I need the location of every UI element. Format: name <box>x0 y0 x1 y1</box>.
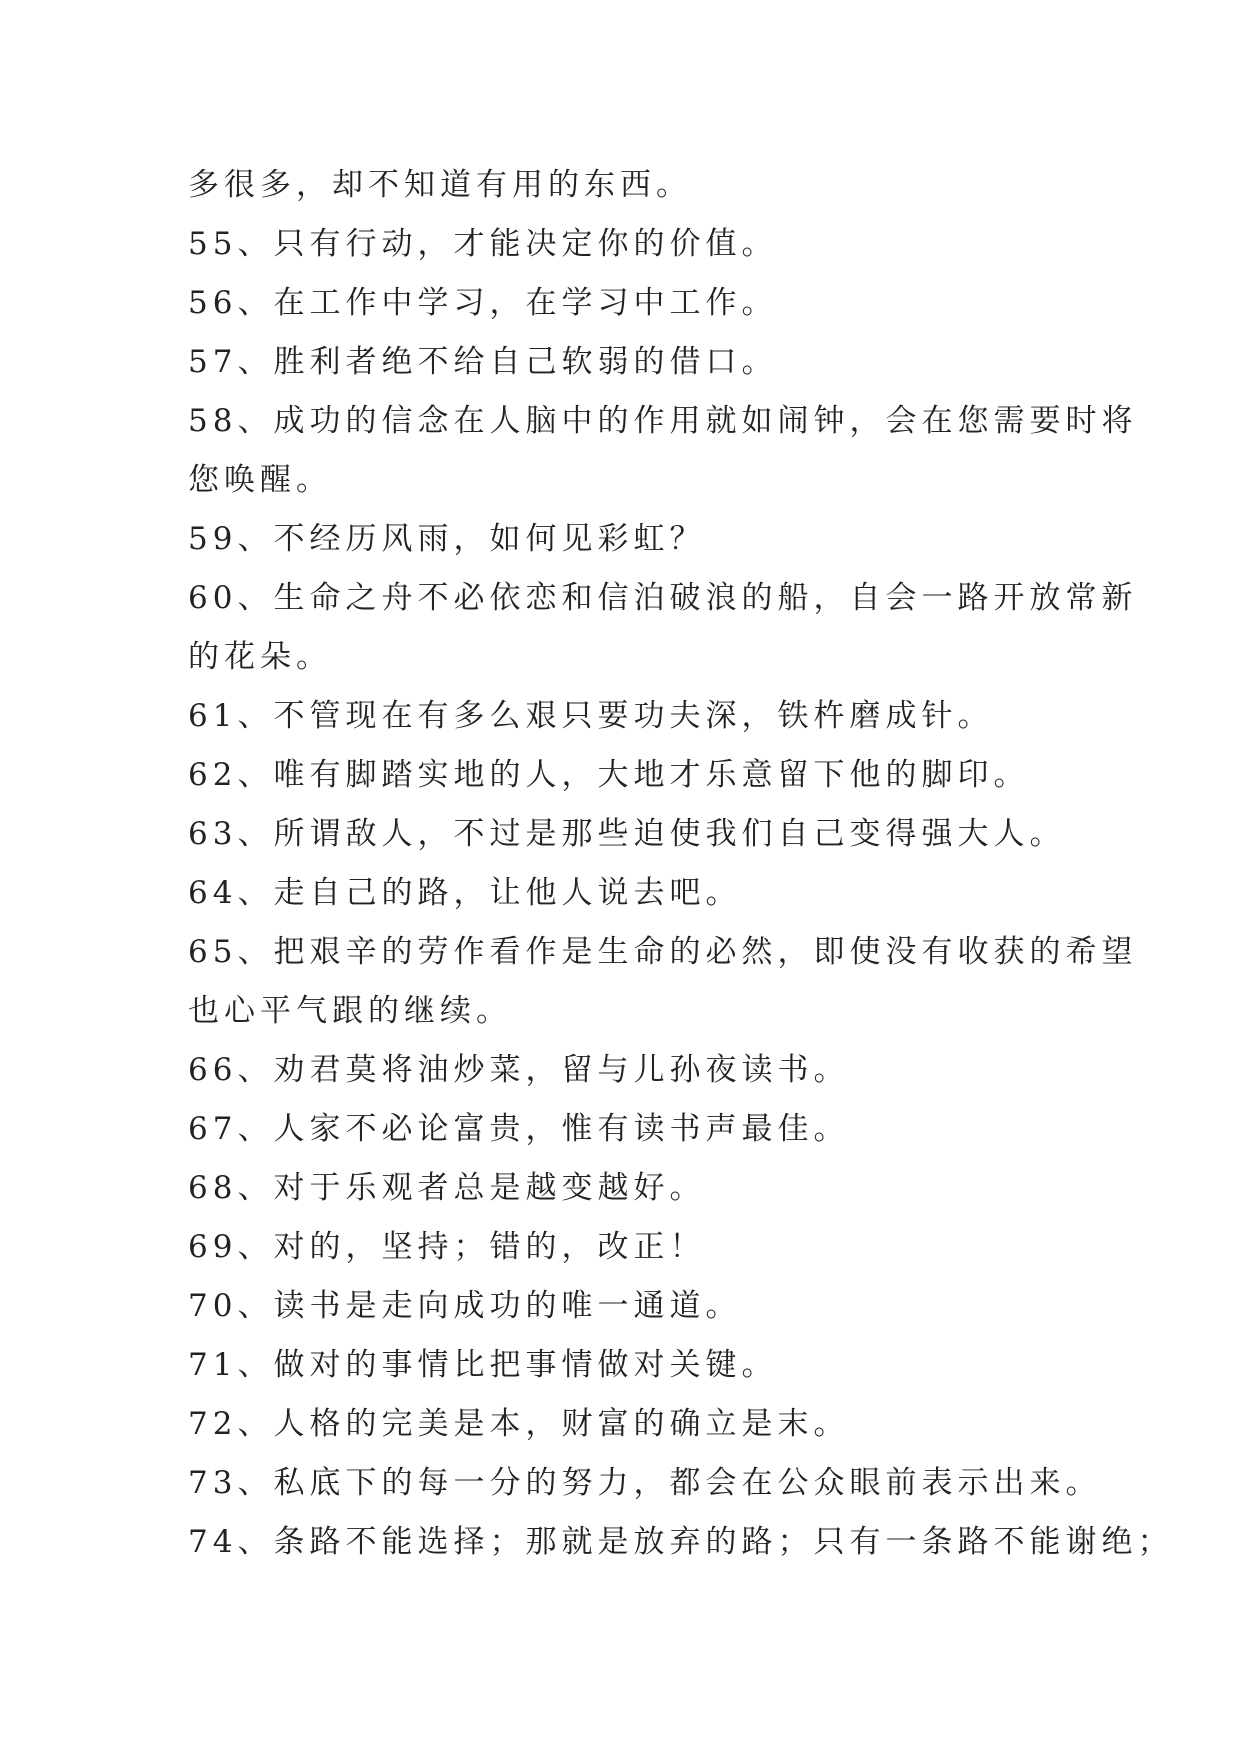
text-line: 也心平气跟的继续。 <box>188 993 512 1029</box>
document-body <box>188 156 1174 1572</box>
text-line: 72、人格的完美是本，财富的确立是末。 <box>188 1406 850 1442</box>
text-line: 70、读书是走向成功的唯一通道。 <box>188 1288 742 1324</box>
text-line: 60、生命之舟不必依恋和信泊破浪的船，自会一路开放常新 <box>188 580 1138 616</box>
text-line: 56、在工作中学习，在学习中工作。 <box>188 285 778 321</box>
text-line: 61、不管现在有多么艰只要功夫深，铁杵磨成针。 <box>188 698 994 734</box>
text-line: 68、对于乐观者总是越变越好。 <box>188 1170 706 1206</box>
text-line: 55、只有行动，才能决定你的价值。 <box>188 226 778 262</box>
text-line: 的花朵。 <box>188 639 332 675</box>
text-line: 69、对的，坚持；错的，改正！ <box>188 1229 706 1265</box>
text-line: 71、做对的事情比把事情做对关键。 <box>188 1347 778 1383</box>
text-line: 67、人家不必论富贵，惟有读书声最佳。 <box>188 1111 850 1147</box>
text-line: 您唤醒。 <box>188 462 332 498</box>
text-line: 64、走自己的路，让他人说去吧。 <box>188 875 742 911</box>
text-line: 59、不经历风雨，如何见彩虹？ <box>188 521 706 557</box>
text-line: 66、劝君莫将油炒菜，留与儿孙夜读书。 <box>188 1052 850 1088</box>
text-line: 65、把艰辛的劳作看作是生命的必然，即使没有收获的希望 <box>188 934 1138 970</box>
text-line: 73、私底下的每一分的努力，都会在公众眼前表示出来。 <box>188 1465 1102 1501</box>
text-line: 58、成功的信念在人脑中的作用就如闹钟，会在您需要时将 <box>188 403 1138 439</box>
text-line: 74、条路不能选择；那就是放弃的路；只有一条路不能谢绝； <box>188 1524 1174 1560</box>
text-line: 57、胜利者绝不给自己软弱的借口。 <box>188 344 778 380</box>
text-line: 多很多，却不知道有用的东西。 <box>188 167 692 203</box>
text-line: 62、唯有脚踏实地的人，大地才乐意留下他的脚印。 <box>188 757 1030 793</box>
text-line: 63、所谓敌人，不过是那些迫使我们自己变得强大人。 <box>188 816 1066 852</box>
